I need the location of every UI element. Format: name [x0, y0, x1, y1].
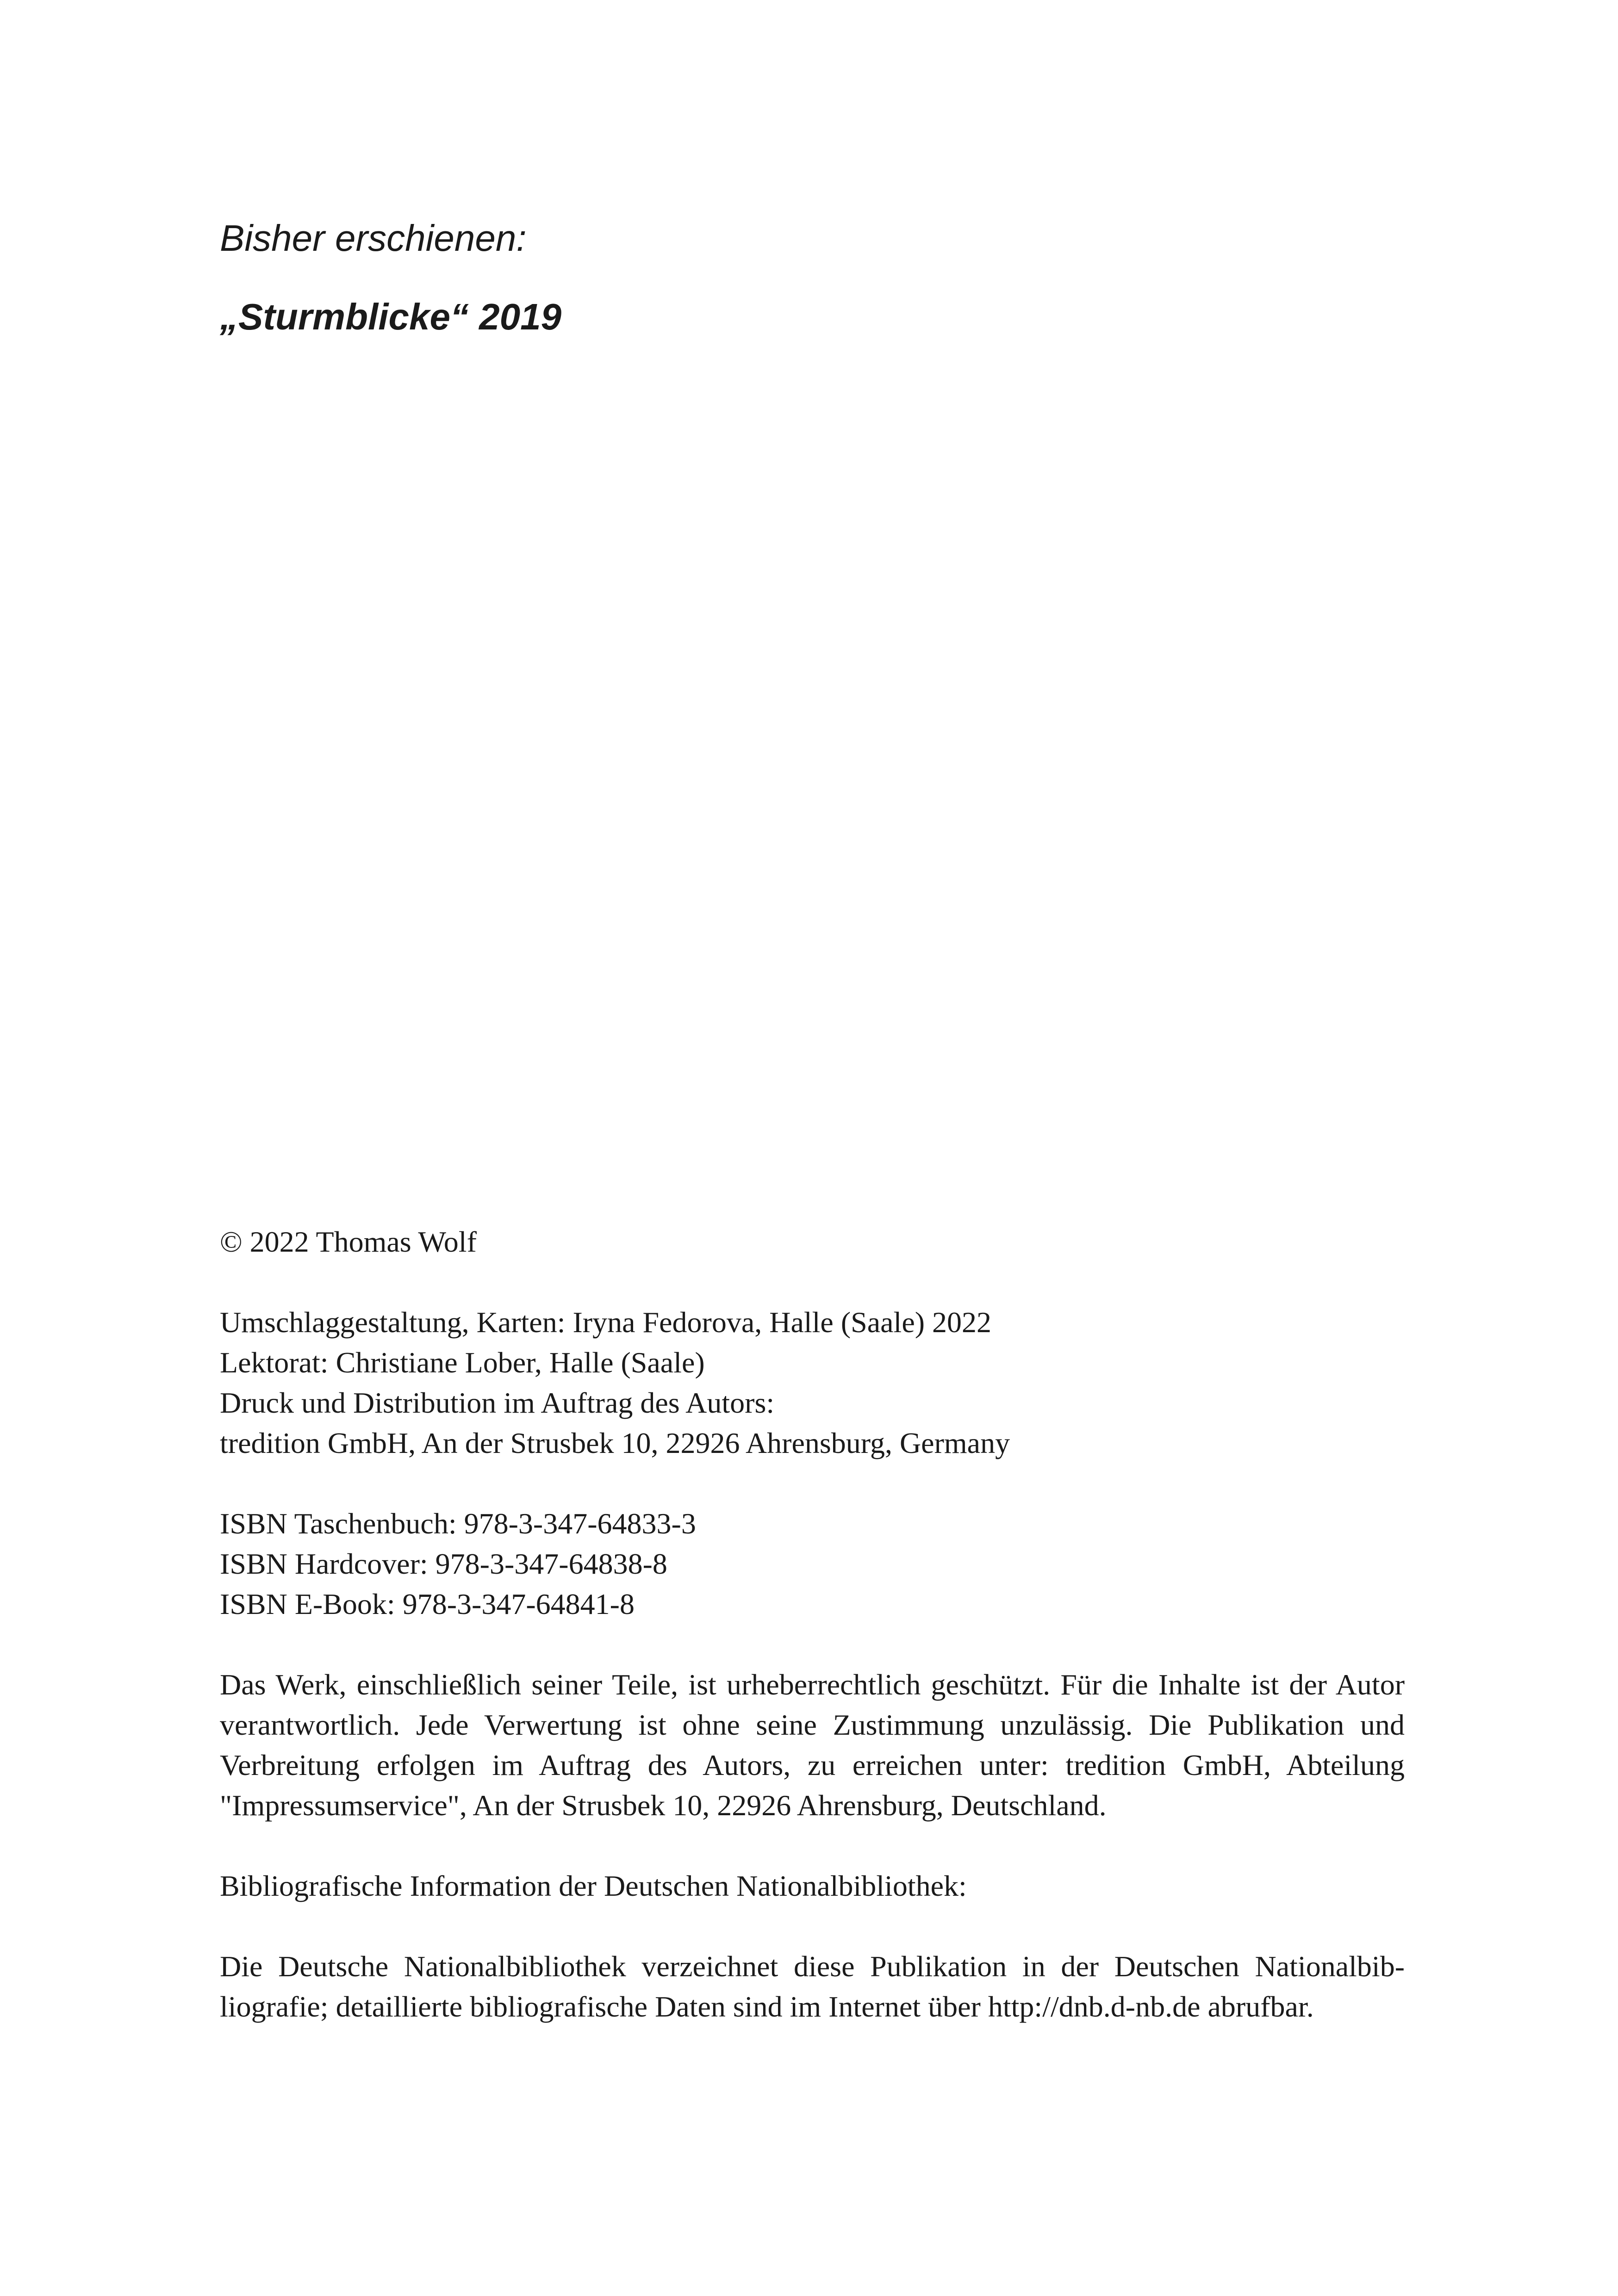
- imprint-section: [220, 1222, 1405, 2027]
- spacer: [220, 1262, 1405, 1302]
- previously-published-section: [220, 211, 1405, 345]
- credit-line-publisher-address: tredition GmbH, An der Strusbek 10, 22926 Ahrensburg, Germany: [220, 1427, 1010, 1459]
- copyright-line: © 2022 Thomas Wolf: [220, 1225, 477, 1258]
- credit-line-editor: Lektorat: Christiane Lober, Halle (Saale): [220, 1346, 705, 1379]
- isbn-paperback: ISBN Taschenbuch: 978-3-347-64833-3: [220, 1507, 696, 1540]
- spacer: [220, 1906, 1405, 1946]
- spacer: [220, 1463, 1405, 1503]
- credit-line-cover: Umschlaggestaltung, Karten: Iryna Fedorova, Halle (Saale) 2022: [220, 1306, 992, 1339]
- isbn-hardcover: ISBN Hardcover: 978-3-347-64838-8: [220, 1547, 667, 1580]
- rights-paragraph: Das Werk, einschließlich seiner Teile, ist urheberrechtlich geschützt. Für die Inhalte ist der Autor verantwortlich. Jede Verwertung ist ohne seine Zustimmung unzulässig. Die Publikation und Verbreitung erfolgen im Auftrag des Autors, zu erreichen unter: tredition GmbH, Abteilung "Impressumservice", An der Strusbek 10, 22926 Ahrensburg, Deutschland.: [220, 1668, 1405, 1822]
- bibliographic-heading: Bibliografische Information der Deutschen Nationalbibliothek:: [220, 1869, 967, 1902]
- previously-published-title: „Sturmblicke“ 2019: [220, 296, 562, 337]
- spacer: [220, 1624, 1405, 1664]
- credit-line-distribution: Druck und Distribution im Auftrag des Autors:: [220, 1386, 775, 1419]
- previously-published-heading: Bisher erschienen:: [220, 217, 527, 259]
- spacer: [220, 1825, 1405, 1866]
- bibliographic-paragraph: Die Deutsche Nationalbibliothek verzeichnet diese Publikation in der Deutschen Nationalbibliografie; detaillierte bibliografische Daten sind im Internet über http://dnb.d-nb.de abrufbar.: [220, 1950, 1405, 2023]
- isbn-ebook: ISBN E-Book: 978-3-347-64841-8: [220, 1588, 635, 1620]
